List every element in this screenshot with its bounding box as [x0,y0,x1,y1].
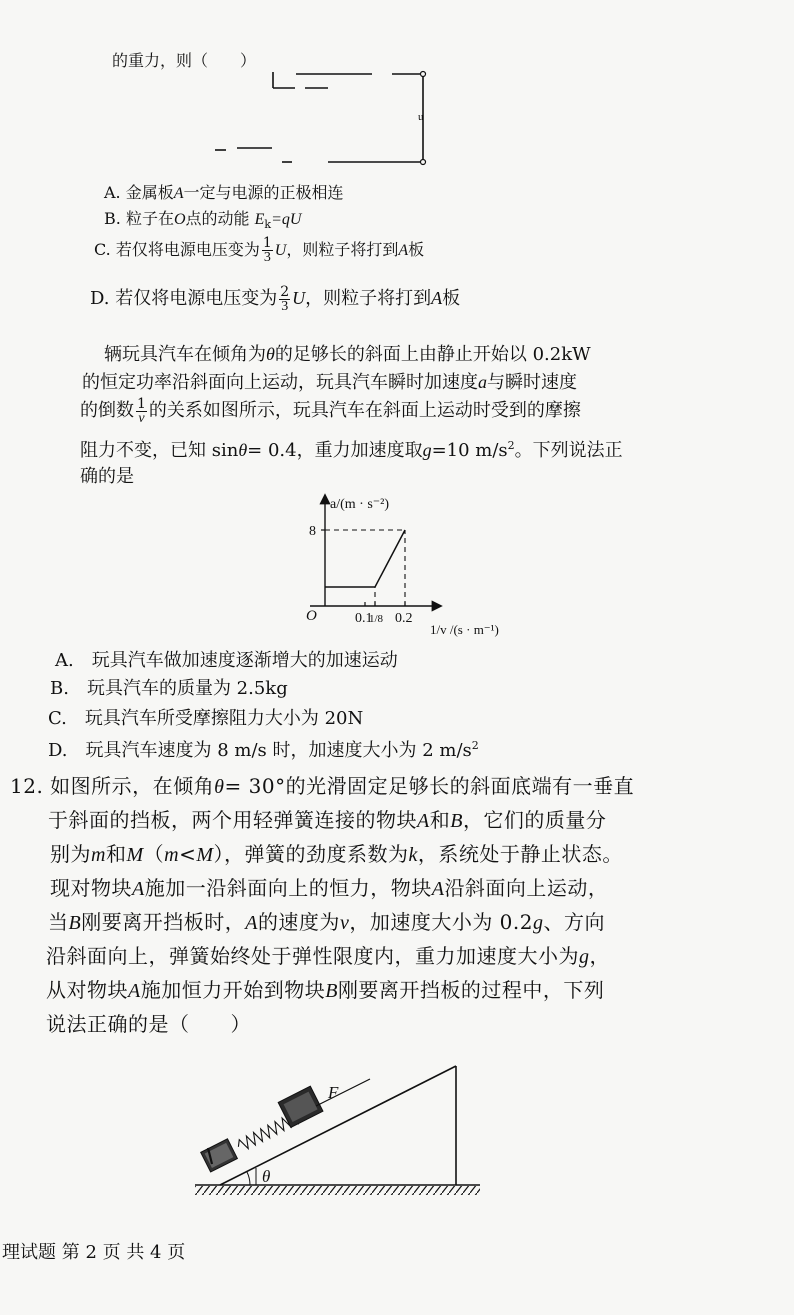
q12-line-7: 从对物块A施加恒力开始到物块B刚要离开挡板的过程中，下列 [46,978,605,1002]
option-label: A. [55,650,74,671]
option-label: C. [94,240,111,259]
ground-hatching [195,1186,480,1195]
option-label: D. [90,288,110,309]
q11-option-a: A. 玩具汽车做加速度逐渐增大的加速运动 [55,650,398,671]
x-tick-label-1: 1/8 [369,613,384,625]
q11-line-3: 的倒数 $\frac{1}{v}$ 的关系如图所示，玩具汽车在斜面上运动时受到的摩擦 [80,395,581,426]
q12-line-4: 现对物块A施加一沿斜面向上的恒力，物块A沿斜面向上运动， [50,876,609,900]
angle-arc [247,1172,250,1185]
q11-acceleration-chart [290,488,530,648]
lower-terminal [421,160,426,165]
y-tick-label-0: 8 [309,524,316,539]
option-label: D. [48,740,68,761]
q11-option-b: B. 玩具汽车的质量为 2.5kg [50,678,288,699]
force-label: F [328,1083,339,1102]
source-mark: u [418,111,424,123]
angle-label: θ [262,1167,271,1186]
q11-line-5: 确的是 [80,466,134,487]
q10-option-c: C. 若仅将电源电压变为 $\frac{1}{3}$ U，则粒子将打到A板 [94,235,425,265]
chart-series-line-0 [325,530,405,587]
question-number: 12. [10,774,44,798]
q10-stem-tail: 的重力，则（ ） [112,51,257,70]
q10-option-d: D. 若仅将电源电压变为 $\frac{2}{3}$ U，则粒子将打到A板 [90,283,461,314]
option-label: B. [50,678,69,699]
x-tick-label-0: 0.1 [355,611,373,626]
q10-option-b: B. 粒子在O点的动能 $E_k=qU$ [104,209,302,232]
option-label: C. [48,708,67,729]
block-b [201,1139,238,1172]
y-axis-label: a/(m · s⁻²) [330,497,390,512]
q12-line-8: 说法正确的是（ ） [46,1012,251,1036]
force-line [316,1079,370,1106]
q12-line-6: 沿斜面向上，弹簧始终处于弹性限度内，重力加速度大小为g， [46,944,610,968]
q12-line-2: 于斜面的挡板，两个用轻弹簧连接的物块A和B，它们的质量分 [48,808,607,832]
q11-option-c: C. 玩具汽车所受摩擦阻力大小为 20N [48,708,364,729]
q10-option-a: A. 金属板A一定与电源的正极相连 [104,183,344,202]
page-footer: 理试题 第 2 页 共 4 页 [2,1242,186,1263]
x-axis-label: 1/v /(s · m⁻¹) [430,622,499,637]
q11-line-2: 的恒定功率沿斜面向上运动，玩具汽车瞬时加速度a与瞬时速度 [82,372,577,393]
x-tick-label-2: 0.2 [395,611,413,626]
upper-terminal [421,72,426,77]
q11-line-4: 阻力不变，已知 sinθ= 0.4，重力加速度取g=10 $m/s^2$。下列说法正 [80,439,623,461]
origin-label: O [306,608,317,624]
q11-option-d: D. 玩具汽车速度为 8 m/s 时，加速度大小为 2 $m/s^2$ [48,739,479,761]
q12-incline-figure [190,1058,490,1208]
q12-line-5: 当B刚要离开挡板时，A的速度为v，加速度大小为 0.2g、方向 [48,910,605,934]
q11-line-1: 辆玩具汽车在倾角为θ的足够长的斜面上由静止开始以 0.2kW [104,344,591,365]
option-label: A. [104,183,121,202]
q12-line-1: 12. 如图所示，在倾角θ= 30°的光滑固定足够长的斜面底端有一垂直 [10,774,635,798]
option-label: B. [104,209,121,228]
q12-line-3: 别为m和M（m<M），弹簧的劲度系数为k，系统处于静止状态。 [50,842,623,866]
q10-capacitor-figure [200,62,440,172]
